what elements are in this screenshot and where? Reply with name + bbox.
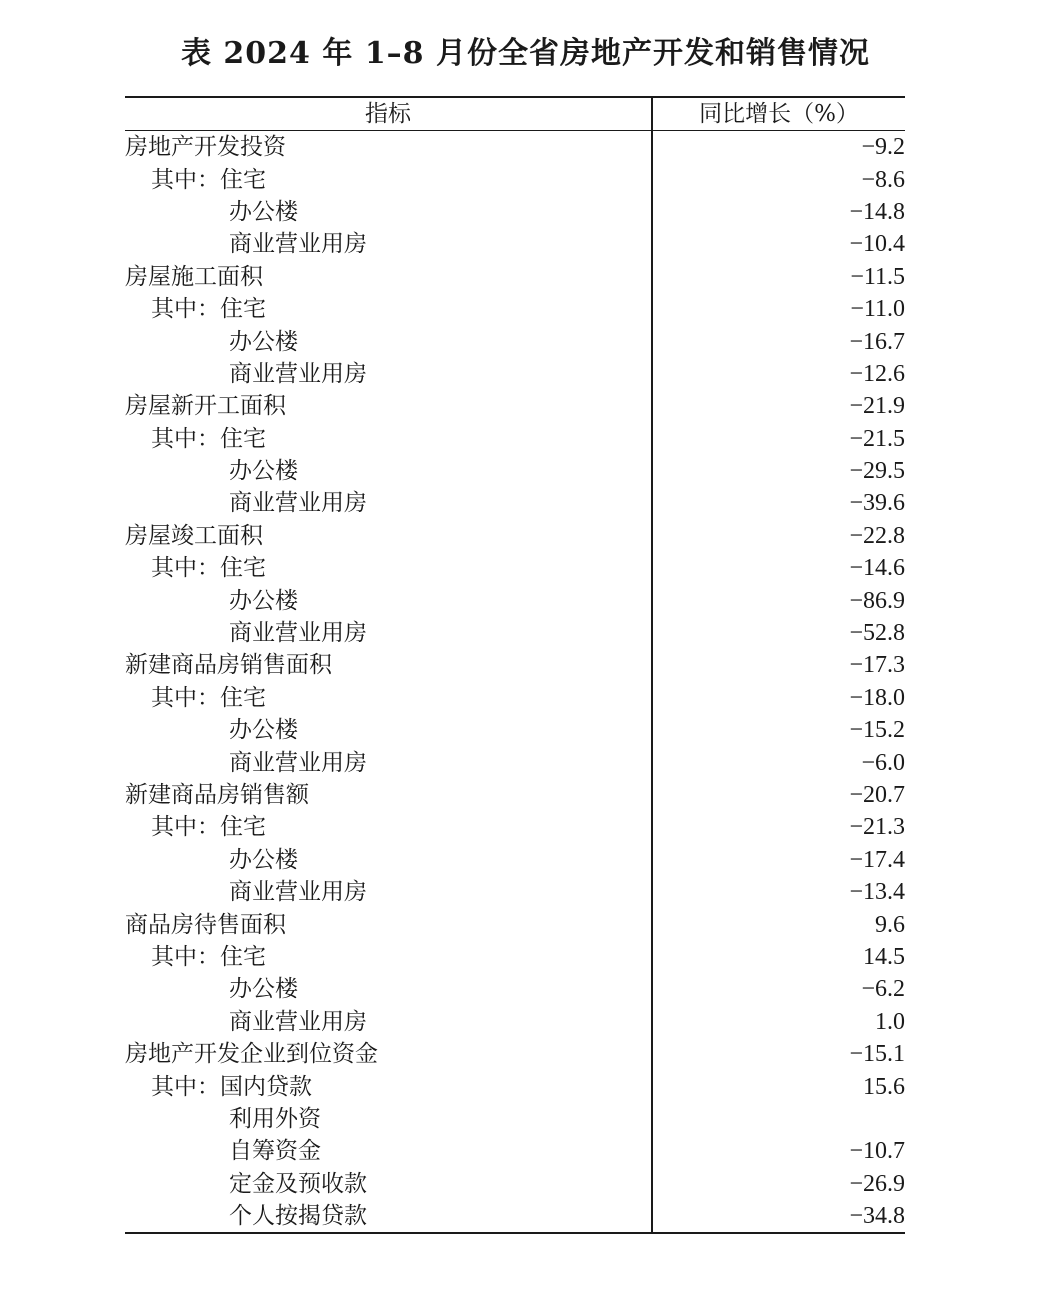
indicator-cell: 办公楼 xyxy=(125,584,652,616)
table-row xyxy=(125,714,905,746)
growth-value-cell: −13.4 xyxy=(849,879,905,906)
growth-value-cell: −18.0 xyxy=(849,684,905,711)
header-yoy-growth: 同比增长（%） xyxy=(652,97,905,131)
table-row xyxy=(125,617,905,649)
table-row xyxy=(125,325,905,357)
table-row xyxy=(125,163,905,195)
table-row xyxy=(125,876,905,908)
table-row xyxy=(125,455,905,487)
growth-value-cell: −16.7 xyxy=(849,328,905,355)
table-row xyxy=(125,131,905,164)
table-row xyxy=(125,358,905,390)
indicator-cell: 办公楼 xyxy=(125,196,652,228)
table-row xyxy=(125,844,905,876)
table-row xyxy=(125,293,905,325)
indicator-cell: 其中：住宅 xyxy=(125,552,652,584)
growth-value-cell: −15.2 xyxy=(849,717,905,744)
growth-value-cell: 14.5 xyxy=(863,943,905,970)
indicator-cell: 新建商品房销售额 xyxy=(125,779,652,811)
indicator-cell: 商业营业用房 xyxy=(125,358,652,390)
indicator-cell: 其中：住宅 xyxy=(125,163,652,195)
indicator-cell: 个人按揭贷款 xyxy=(125,1200,652,1233)
indicator-cell: 房地产开发企业到位资金 xyxy=(125,1038,652,1070)
table-row xyxy=(125,196,905,228)
growth-value-cell: −15.1 xyxy=(849,1041,905,1068)
table-row xyxy=(125,261,905,293)
indicator-cell: 其中：住宅 xyxy=(125,811,652,843)
growth-value-cell: −22.8 xyxy=(849,522,905,549)
indicator-cell: 办公楼 xyxy=(125,455,652,487)
data-table-container xyxy=(125,96,905,1234)
table-row xyxy=(125,520,905,552)
indicator-cell: 商业营业用房 xyxy=(125,746,652,778)
growth-value-cell: −21.5 xyxy=(849,425,905,452)
table-row xyxy=(125,941,905,973)
table-row xyxy=(125,1168,905,1200)
growth-value-cell: −26.9 xyxy=(849,1170,905,1197)
growth-value-cell: −10.7 xyxy=(849,1138,905,1165)
table-row xyxy=(125,973,905,1005)
growth-value-cell: −6.2 xyxy=(861,976,905,1003)
indicator-cell: 商业营业用房 xyxy=(125,228,652,260)
growth-value-cell: 15.6 xyxy=(863,1073,905,1100)
growth-value-cell: −17.3 xyxy=(849,652,905,679)
growth-value-cell: −14.6 xyxy=(849,555,905,582)
table-row xyxy=(125,423,905,455)
table-row xyxy=(125,649,905,681)
growth-value-cell xyxy=(652,1103,905,1135)
indicator-cell: 商业营业用房 xyxy=(125,876,652,908)
indicator-cell: 房地产开发投资 xyxy=(125,131,652,164)
growth-value-cell: −6.0 xyxy=(861,749,905,776)
growth-value-cell: −21.3 xyxy=(849,814,905,841)
growth-value-cell: −9.2 xyxy=(861,134,905,161)
growth-value-cell: −11.0 xyxy=(850,296,905,323)
growth-value-cell: −20.7 xyxy=(849,782,905,808)
table-row xyxy=(125,1006,905,1038)
indicator-cell: 自筹资金 xyxy=(125,1135,652,1167)
indicator-cell: 房屋竣工面积 xyxy=(125,520,652,552)
indicator-cell: 其中：住宅 xyxy=(125,941,652,973)
table-row xyxy=(125,1135,905,1167)
growth-value-cell: −11.5 xyxy=(850,263,905,290)
table-row xyxy=(125,1038,905,1070)
indicator-cell: 办公楼 xyxy=(125,973,652,1005)
growth-value-cell: −86.9 xyxy=(849,587,905,614)
growth-value-cell: −12.6 xyxy=(849,360,905,387)
table-row xyxy=(125,908,905,940)
table-row xyxy=(125,487,905,519)
growth-value-cell: 9.6 xyxy=(875,911,905,938)
table-row xyxy=(125,1200,905,1233)
growth-value-cell: −21.9 xyxy=(849,393,905,420)
indicator-cell: 办公楼 xyxy=(125,714,652,746)
table-row xyxy=(125,1070,905,1102)
table-row xyxy=(125,584,905,616)
growth-value-cell: −34.8 xyxy=(849,1203,905,1230)
indicator-cell: 商业营业用房 xyxy=(125,487,652,519)
indicator-cell: 房屋施工面积 xyxy=(125,261,652,293)
table-row xyxy=(125,682,905,714)
growth-value-cell: 1.0 xyxy=(875,1008,905,1035)
indicator-cell: 商业营业用房 xyxy=(125,617,652,649)
table-header-row xyxy=(125,97,905,131)
indicator-cell: 利用外资 xyxy=(125,1103,652,1135)
growth-value-cell: −39.6 xyxy=(849,490,905,517)
indicator-cell: 房屋新开工面积 xyxy=(125,390,652,422)
table-row xyxy=(125,552,905,584)
table-row xyxy=(125,228,905,260)
page-title: 表 2024 年 1–8 月份全省房地产开发和销售情况 xyxy=(180,36,871,71)
table-row xyxy=(125,779,905,811)
indicator-cell: 办公楼 xyxy=(125,844,652,876)
indicator-cell: 新建商品房销售面积 xyxy=(125,649,652,681)
table-row xyxy=(125,811,905,843)
growth-value-cell: −52.8 xyxy=(849,620,905,647)
real-estate-table xyxy=(125,96,905,1234)
indicator-cell: 商业营业用房 xyxy=(125,1006,652,1038)
table-row xyxy=(125,746,905,778)
table-row xyxy=(125,1103,905,1135)
indicator-cell: 商品房待售面积 xyxy=(125,908,652,940)
growth-value-cell: −17.4 xyxy=(849,846,905,873)
indicator-cell: 其中：国内贷款 xyxy=(125,1070,652,1102)
indicator-cell: 其中：住宅 xyxy=(125,293,652,325)
header-indicator: 指标 xyxy=(125,97,652,131)
indicator-cell: 其中：住宅 xyxy=(125,423,652,455)
growth-value-cell: −29.5 xyxy=(849,458,905,485)
indicator-cell: 办公楼 xyxy=(125,325,652,357)
growth-value-cell: −8.6 xyxy=(861,166,905,193)
growth-value-cell: −10.4 xyxy=(849,231,905,258)
table-body xyxy=(125,131,905,1234)
growth-value-cell: −14.8 xyxy=(849,198,905,225)
indicator-cell: 定金及预收款 xyxy=(125,1168,652,1200)
table-row xyxy=(125,390,905,422)
indicator-cell: 其中：住宅 xyxy=(125,682,652,714)
